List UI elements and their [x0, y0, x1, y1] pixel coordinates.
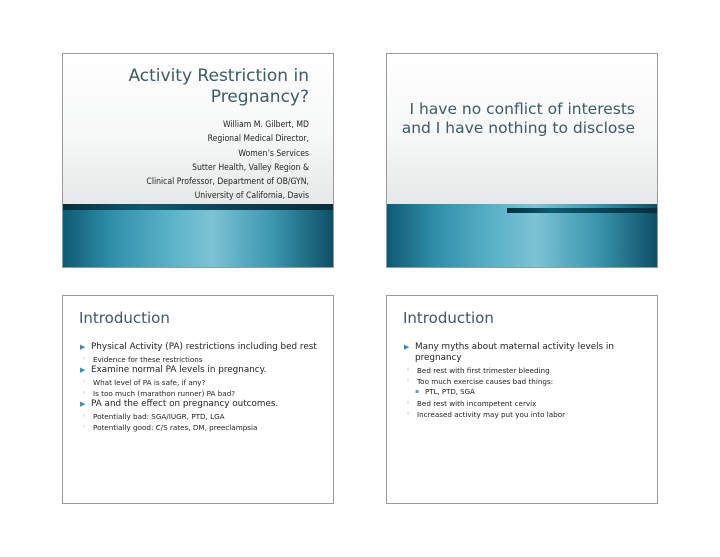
- circle-bullet-icon: ◦: [82, 423, 87, 431]
- bullet-text: Physical Activity (PA) restrictions including bed rest: [91, 342, 317, 352]
- sub-bullet-item: [401, 398, 649, 409]
- slide-1: [62, 53, 334, 268]
- sub-bullet-item: [401, 365, 649, 376]
- slide-2-title: I have no conflict of interests and I have nothing to disclose: [401, 100, 635, 137]
- circle-bullet-icon: ◦: [82, 412, 87, 420]
- sub-bullet-text: Potentially bad: SGA/IUGR, PTD, LGA: [93, 412, 225, 421]
- author-line: Clinical Professor, Department of OB/GYN,: [146, 177, 309, 188]
- sub-sub-bullet-text: PTL, PTD, SGA: [425, 388, 475, 396]
- bullet-arrow-icon: ▶: [80, 343, 86, 351]
- sub-bullet-item: [401, 376, 649, 387]
- bullet-item: [77, 342, 325, 353]
- bullet-item: [77, 365, 325, 376]
- bullet-item: [401, 342, 649, 364]
- small-bullet-icon: ▪: [415, 388, 420, 395]
- author-line: University of California, Davis: [194, 191, 309, 202]
- sub-bullet-item: [401, 409, 649, 420]
- slide-3-title: Introduction: [79, 309, 170, 327]
- bullet-arrow-icon: ▶: [404, 343, 410, 351]
- sub-bullet-text: Is too much (marathon runner) PA bad?: [93, 389, 236, 398]
- sub-bullet-text: Too much exercise causes bad things:: [417, 377, 554, 386]
- sub-bullet-text: Potentially good: C/S rates, DM, preeclampsia: [93, 423, 258, 432]
- slide-dark-strip: [63, 204, 333, 210]
- bullet-arrow-icon: ▶: [80, 400, 86, 408]
- author-line: Sutter Health, Valley Region &: [192, 162, 309, 173]
- circle-bullet-icon: ◦: [82, 355, 87, 363]
- slide-1-title: Activity Restriction in Pregnancy?: [128, 66, 309, 107]
- slide-3: [62, 295, 334, 504]
- slide-blue-bar: [63, 204, 333, 268]
- sub-bullet-text: Bed rest with first trimester bleeding: [417, 366, 550, 375]
- slide-dark-strip: [507, 208, 657, 213]
- circle-bullet-icon: ◦: [406, 377, 411, 385]
- sub-bullet-item: [77, 354, 325, 365]
- bullet-list: [401, 342, 649, 420]
- sub-bullet-text: Increased activity may put you into labor: [417, 409, 566, 419]
- sub-bullet-item: [77, 422, 325, 433]
- sub-bullet-text: What level of PA is safe, if any?: [93, 378, 206, 387]
- author-line: Women’s Services: [238, 148, 309, 159]
- slide-2: [386, 53, 658, 268]
- circle-bullet-icon: ◦: [406, 398, 411, 407]
- author-block: [62, 118, 309, 204]
- bullet-text: Many myths about maternal activity levels in pregnancy: [415, 342, 614, 363]
- sub-bullet-text: Bed rest with incompetent cervix: [417, 398, 537, 408]
- circle-bullet-icon: ◦: [82, 389, 87, 397]
- sub-bullet-item: [77, 411, 325, 422]
- sub-bullet-text: Evidence for these restrictions: [93, 355, 203, 364]
- bullet-text: PA and the effect on pregnancy outcomes.: [91, 399, 279, 409]
- slide-4: [386, 295, 658, 504]
- bullet-text: Examine normal PA levels in pregnancy.: [91, 365, 267, 375]
- bullet-item: [77, 399, 325, 410]
- circle-bullet-icon: ◦: [406, 409, 411, 418]
- author-line: William M. Gilbert, MD: [222, 120, 309, 130]
- circle-bullet-icon: ◦: [406, 366, 411, 374]
- slide-4-title: Introduction: [403, 309, 494, 327]
- circle-bullet-icon: ◦: [82, 378, 87, 386]
- sub-bullet-item: [77, 388, 325, 399]
- author-line: Regional Medical Director,: [207, 134, 309, 145]
- bullet-arrow-icon: ▶: [80, 366, 86, 374]
- sub-bullet-item: [77, 377, 325, 388]
- bullet-list: [77, 342, 325, 433]
- sub-sub-bullet-item: [401, 387, 649, 398]
- slide-blue-bar: [387, 204, 657, 268]
